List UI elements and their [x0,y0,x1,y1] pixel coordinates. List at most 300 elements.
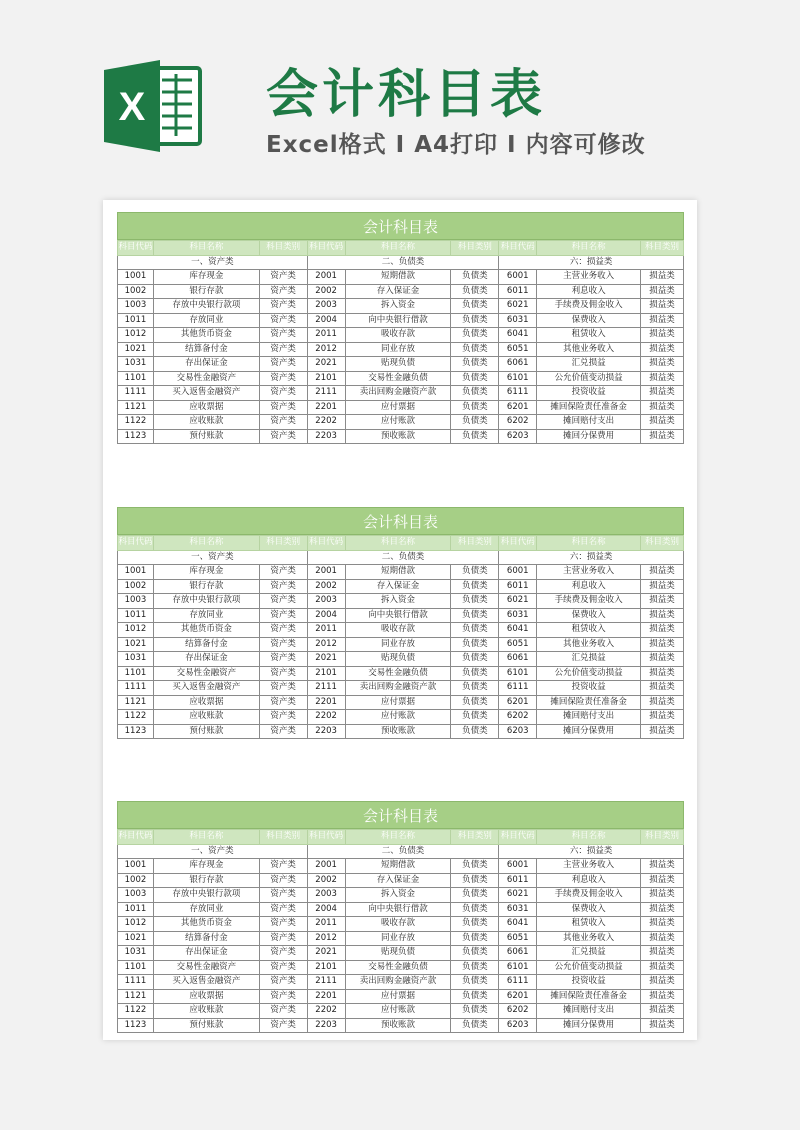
table-cell[interactable]: 资产类 [259,975,307,990]
table-cell[interactable]: 同业存放 [345,637,451,652]
table-cell[interactable]: 预收账款 [345,429,451,444]
table-cell[interactable]: 损益类 [641,608,684,623]
table-cell[interactable]: 资产类 [259,284,307,299]
table-cell[interactable]: 拆入资金 [345,594,451,609]
table-cell[interactable]: 摊回分保费用 [537,724,641,739]
table-cell[interactable]: 2201 [307,400,345,415]
table-cell[interactable]: 损益类 [641,859,684,874]
table-cell[interactable]: 存出保证金 [153,357,259,372]
table-cell[interactable]: 负债类 [451,637,499,652]
table-cell[interactable]: 摊回分保费用 [537,429,641,444]
table-cell[interactable]: 2012 [307,342,345,357]
table-cell[interactable]: 6201 [499,400,537,415]
table-cell[interactable]: 负债类 [451,386,499,401]
table-cell[interactable]: 损益类 [641,284,684,299]
table-cell[interactable]: 损益类 [641,1004,684,1019]
table-cell[interactable]: 手续费及佣金收入 [537,299,641,314]
table-cell[interactable]: 资产类 [259,608,307,623]
table-cell[interactable]: 2011 [307,917,345,932]
table-cell[interactable]: 损益类 [641,342,684,357]
table-cell[interactable]: 1122 [118,710,154,725]
table-cell[interactable]: 向中央银行借款 [345,313,451,328]
table-cell[interactable]: 存入保证金 [345,579,451,594]
table-cell[interactable]: 预收账款 [345,1018,451,1033]
table-cell[interactable]: 应收票据 [153,989,259,1004]
table-cell[interactable]: 6101 [499,371,537,386]
table-cell[interactable]: 贴现负债 [345,357,451,372]
table-cell[interactable]: 资产类 [259,299,307,314]
table-cell[interactable]: 负债类 [451,1004,499,1019]
table-cell[interactable]: 资产类 [259,594,307,609]
table-cell[interactable]: 资产类 [259,931,307,946]
table-cell[interactable]: 负债类 [451,429,499,444]
table-cell[interactable]: 资产类 [259,313,307,328]
table-cell[interactable]: 主营业务收入 [537,565,641,580]
table-cell[interactable]: 公允价值变动损益 [537,666,641,681]
table-cell[interactable]: 6001 [499,859,537,874]
table-cell[interactable]: 负债类 [451,1018,499,1033]
table-cell[interactable]: 6011 [499,579,537,594]
table-cell[interactable]: 资产类 [259,652,307,667]
table-cell[interactable]: 资产类 [259,429,307,444]
table-cell[interactable]: 利息收入 [537,284,641,299]
table-cell[interactable]: 6202 [499,415,537,430]
table-cell[interactable]: 损益类 [641,400,684,415]
table-cell[interactable]: 同业存放 [345,342,451,357]
table-cell[interactable]: 负债类 [451,415,499,430]
table-cell[interactable]: 2021 [307,652,345,667]
table-cell[interactable]: 损益类 [641,313,684,328]
table-cell[interactable]: 资产类 [259,873,307,888]
table-cell[interactable]: 资产类 [259,917,307,932]
table-cell[interactable]: 银行存款 [153,873,259,888]
table-cell[interactable]: 存放同业 [153,902,259,917]
table-cell[interactable]: 损益类 [641,579,684,594]
table-cell[interactable]: 交易性金融负债 [345,666,451,681]
table-cell[interactable]: 资产类 [259,859,307,874]
table-cell[interactable]: 资产类 [259,666,307,681]
table-cell[interactable]: 租赁收入 [537,917,641,932]
table-cell[interactable]: 短期借款 [345,859,451,874]
table-cell[interactable]: 1121 [118,989,154,1004]
table-cell[interactable]: 短期借款 [345,270,451,285]
table-cell[interactable]: 负债类 [451,371,499,386]
table-cell[interactable]: 交易性金融资产 [153,666,259,681]
table-cell[interactable]: 2004 [307,608,345,623]
table-cell[interactable]: 应收票据 [153,400,259,415]
table-cell[interactable]: 损益类 [641,724,684,739]
table-cell[interactable]: 损益类 [641,623,684,638]
table-cell[interactable]: 应付账款 [345,1004,451,1019]
table-cell[interactable]: 资产类 [259,695,307,710]
table-cell[interactable]: 负债类 [451,594,499,609]
table-cell[interactable]: 损益类 [641,637,684,652]
table-cell[interactable]: 存放中央银行款项 [153,299,259,314]
table-cell[interactable]: 负债类 [451,357,499,372]
table-cell[interactable]: 6011 [499,284,537,299]
table-cell[interactable]: 银行存款 [153,284,259,299]
table-cell[interactable]: 1123 [118,724,154,739]
table-cell[interactable]: 损益类 [641,695,684,710]
table-cell[interactable]: 存放中央银行款项 [153,594,259,609]
table-cell[interactable]: 资产类 [259,724,307,739]
table-cell[interactable]: 汇兑损益 [537,357,641,372]
table-cell[interactable]: 资产类 [259,579,307,594]
table-cell[interactable]: 资产类 [259,1004,307,1019]
table-cell[interactable]: 损益类 [641,666,684,681]
table-cell[interactable]: 损益类 [641,917,684,932]
table-cell[interactable]: 库存现金 [153,565,259,580]
table-cell[interactable]: 6051 [499,931,537,946]
table-cell[interactable]: 摊回赔付支出 [537,710,641,725]
table-cell[interactable]: 应收账款 [153,1004,259,1019]
table-cell[interactable]: 结算备付金 [153,637,259,652]
table-cell[interactable]: 6001 [499,270,537,285]
table-cell[interactable]: 6101 [499,960,537,975]
table-cell[interactable]: 6031 [499,902,537,917]
table-cell[interactable]: 负债类 [451,565,499,580]
table-cell[interactable]: 负债类 [451,313,499,328]
table-cell[interactable]: 负债类 [451,946,499,961]
table-cell[interactable]: 吸收存款 [345,623,451,638]
table-cell[interactable]: 6041 [499,623,537,638]
table-cell[interactable]: 2203 [307,429,345,444]
table-cell[interactable]: 2002 [307,873,345,888]
table-cell[interactable]: 资产类 [259,565,307,580]
table-cell[interactable]: 存出保证金 [153,652,259,667]
table-cell[interactable]: 6061 [499,652,537,667]
table-cell[interactable]: 损益类 [641,946,684,961]
table-cell[interactable]: 资产类 [259,946,307,961]
table-cell[interactable]: 负债类 [451,710,499,725]
table-cell[interactable]: 6001 [499,565,537,580]
table-cell[interactable]: 向中央银行借款 [345,902,451,917]
table-cell[interactable]: 资产类 [259,342,307,357]
table-cell[interactable]: 资产类 [259,989,307,1004]
table-cell[interactable]: 资产类 [259,960,307,975]
table-cell[interactable]: 摊回赔付支出 [537,1004,641,1019]
table-cell[interactable]: 1002 [118,579,154,594]
table-cell[interactable]: 负债类 [451,859,499,874]
table-cell[interactable]: 负债类 [451,681,499,696]
table-cell[interactable]: 应付账款 [345,710,451,725]
table-cell[interactable]: 公允价值变动损益 [537,960,641,975]
table-cell[interactable]: 保费收入 [537,608,641,623]
table-cell[interactable]: 资产类 [259,637,307,652]
table-cell[interactable]: 吸收存款 [345,328,451,343]
table-cell[interactable]: 损益类 [641,429,684,444]
table-cell[interactable]: 投资收益 [537,975,641,990]
table-cell[interactable]: 主营业务收入 [537,270,641,285]
table-cell[interactable]: 应付账款 [345,415,451,430]
table-cell[interactable]: 损益类 [641,902,684,917]
table-cell[interactable]: 2202 [307,710,345,725]
table-cell[interactable]: 摊回保险责任准备金 [537,989,641,1004]
table-cell[interactable]: 1121 [118,400,154,415]
table-cell[interactable]: 资产类 [259,888,307,903]
table-cell[interactable]: 预收账款 [345,724,451,739]
table-cell[interactable]: 2012 [307,931,345,946]
table-cell[interactable]: 库存现金 [153,859,259,874]
table-cell[interactable]: 损益类 [641,681,684,696]
table-cell[interactable]: 资产类 [259,371,307,386]
table-cell[interactable]: 2111 [307,681,345,696]
table-cell[interactable]: 2003 [307,888,345,903]
table-cell[interactable]: 1122 [118,415,154,430]
table-cell[interactable]: 摊回分保费用 [537,1018,641,1033]
table-cell[interactable]: 租赁收入 [537,623,641,638]
table-cell[interactable]: 2012 [307,637,345,652]
table-cell[interactable]: 负债类 [451,666,499,681]
table-cell[interactable]: 1122 [118,1004,154,1019]
table-cell[interactable]: 损益类 [641,960,684,975]
table-cell[interactable]: 6201 [499,695,537,710]
table-cell[interactable]: 其他货币资金 [153,623,259,638]
table-cell[interactable]: 1012 [118,328,154,343]
table-cell[interactable]: 2004 [307,902,345,917]
table-cell[interactable]: 保费收入 [537,902,641,917]
table-cell[interactable]: 负债类 [451,989,499,1004]
table-cell[interactable]: 资产类 [259,357,307,372]
table-cell[interactable]: 资产类 [259,415,307,430]
table-cell[interactable]: 负债类 [451,873,499,888]
table-cell[interactable]: 2021 [307,946,345,961]
table-cell[interactable]: 同业存放 [345,931,451,946]
table-cell[interactable]: 交易性金融资产 [153,960,259,975]
table-cell[interactable]: 6021 [499,299,537,314]
table-cell[interactable]: 资产类 [259,386,307,401]
table-cell[interactable]: 负债类 [451,695,499,710]
table-cell[interactable]: 资产类 [259,902,307,917]
table-cell[interactable]: 负债类 [451,960,499,975]
table-cell[interactable]: 2202 [307,415,345,430]
table-cell[interactable]: 交易性金融负债 [345,960,451,975]
table-cell[interactable]: 负债类 [451,975,499,990]
table-cell[interactable]: 资产类 [259,623,307,638]
table-cell[interactable]: 摊回保险责任准备金 [537,695,641,710]
table-cell[interactable]: 负债类 [451,623,499,638]
table-cell[interactable]: 6041 [499,917,537,932]
table-cell[interactable]: 负债类 [451,931,499,946]
table-cell[interactable]: 1002 [118,284,154,299]
table-cell[interactable]: 2002 [307,579,345,594]
table-cell[interactable]: 其他业务收入 [537,342,641,357]
table-cell[interactable]: 负债类 [451,902,499,917]
table-cell[interactable]: 负债类 [451,270,499,285]
table-cell[interactable]: 6111 [499,386,537,401]
table-cell[interactable]: 卖出回购金融资产款 [345,681,451,696]
table-cell[interactable]: 1123 [118,429,154,444]
table-cell[interactable]: 负债类 [451,608,499,623]
table-cell[interactable]: 结算备付金 [153,931,259,946]
table-cell[interactable]: 2001 [307,859,345,874]
table-cell[interactable]: 2201 [307,989,345,1004]
table-cell[interactable]: 卖出回购金融资产款 [345,386,451,401]
table-cell[interactable]: 6203 [499,429,537,444]
table-cell[interactable]: 1101 [118,371,154,386]
table-cell[interactable]: 资产类 [259,681,307,696]
table-cell[interactable]: 负债类 [451,400,499,415]
table-cell[interactable]: 2021 [307,357,345,372]
table-cell[interactable]: 吸收存款 [345,917,451,932]
table-cell[interactable]: 损益类 [641,415,684,430]
table-cell[interactable]: 2203 [307,724,345,739]
table-cell[interactable]: 摊回赔付支出 [537,415,641,430]
table-cell[interactable]: 6203 [499,1018,537,1033]
table-cell[interactable]: 6101 [499,666,537,681]
table-cell[interactable]: 1003 [118,888,154,903]
table-cell[interactable]: 2011 [307,328,345,343]
table-cell[interactable]: 2011 [307,623,345,638]
table-cell[interactable]: 6031 [499,608,537,623]
table-cell[interactable]: 损益类 [641,386,684,401]
table-cell[interactable]: 6111 [499,681,537,696]
table-cell[interactable]: 2004 [307,313,345,328]
table-cell[interactable]: 汇兑损益 [537,652,641,667]
table-cell[interactable]: 贴现负债 [345,946,451,961]
table-cell[interactable]: 1101 [118,960,154,975]
table-cell[interactable]: 2003 [307,594,345,609]
table-cell[interactable]: 1111 [118,975,154,990]
table-cell[interactable]: 利息收入 [537,873,641,888]
table-cell[interactable]: 2101 [307,371,345,386]
table-cell[interactable]: 短期借款 [345,565,451,580]
table-cell[interactable]: 负债类 [451,284,499,299]
table-cell[interactable]: 2001 [307,565,345,580]
table-cell[interactable]: 拆入资金 [345,299,451,314]
table-cell[interactable]: 2111 [307,975,345,990]
table-cell[interactable]: 1123 [118,1018,154,1033]
table-cell[interactable]: 1001 [118,859,154,874]
table-cell[interactable]: 1003 [118,594,154,609]
table-cell[interactable]: 损益类 [641,357,684,372]
table-cell[interactable]: 损益类 [641,565,684,580]
table-cell[interactable]: 手续费及佣金收入 [537,888,641,903]
table-cell[interactable]: 1111 [118,386,154,401]
table-cell[interactable]: 主营业务收入 [537,859,641,874]
table-cell[interactable]: 1031 [118,357,154,372]
table-cell[interactable]: 损益类 [641,975,684,990]
table-cell[interactable]: 1001 [118,565,154,580]
table-cell[interactable]: 1011 [118,902,154,917]
table-cell[interactable]: 负债类 [451,579,499,594]
table-cell[interactable]: 6111 [499,975,537,990]
table-cell[interactable]: 损益类 [641,710,684,725]
table-cell[interactable]: 6021 [499,594,537,609]
table-cell[interactable]: 6021 [499,888,537,903]
table-cell[interactable]: 损益类 [641,931,684,946]
table-cell[interactable]: 资产类 [259,270,307,285]
table-cell[interactable]: 6202 [499,710,537,725]
table-cell[interactable]: 1021 [118,931,154,946]
table-cell[interactable]: 1021 [118,342,154,357]
table-cell[interactable]: 1012 [118,623,154,638]
table-cell[interactable]: 存放中央银行款项 [153,888,259,903]
table-cell[interactable]: 应收账款 [153,415,259,430]
table-cell[interactable]: 1012 [118,917,154,932]
table-cell[interactable]: 6201 [499,989,537,1004]
table-cell[interactable]: 1002 [118,873,154,888]
table-cell[interactable]: 资产类 [259,328,307,343]
table-cell[interactable]: 损益类 [641,328,684,343]
table-cell[interactable]: 1101 [118,666,154,681]
table-cell[interactable]: 2101 [307,666,345,681]
table-cell[interactable]: 6051 [499,342,537,357]
table-cell[interactable]: 交易性金融负债 [345,371,451,386]
table-cell[interactable]: 预付账款 [153,429,259,444]
table-cell[interactable]: 其他业务收入 [537,637,641,652]
table-cell[interactable]: 汇兑损益 [537,946,641,961]
table-cell[interactable]: 损益类 [641,873,684,888]
table-cell[interactable]: 损益类 [641,989,684,1004]
table-cell[interactable]: 应付票据 [345,695,451,710]
table-cell[interactable]: 向中央银行借款 [345,608,451,623]
table-cell[interactable]: 2002 [307,284,345,299]
table-cell[interactable]: 2202 [307,1004,345,1019]
table-cell[interactable]: 投资收益 [537,386,641,401]
table-cell[interactable]: 6061 [499,946,537,961]
table-cell[interactable]: 卖出回购金融资产款 [345,975,451,990]
table-cell[interactable]: 贴现负债 [345,652,451,667]
table-cell[interactable]: 6051 [499,637,537,652]
table-cell[interactable]: 6031 [499,313,537,328]
table-cell[interactable]: 损益类 [641,299,684,314]
table-cell[interactable]: 6203 [499,724,537,739]
table-cell[interactable]: 手续费及佣金收入 [537,594,641,609]
table-cell[interactable]: 1031 [118,652,154,667]
table-cell[interactable]: 1121 [118,695,154,710]
table-cell[interactable]: 1003 [118,299,154,314]
table-cell[interactable]: 2111 [307,386,345,401]
table-cell[interactable]: 损益类 [641,652,684,667]
table-cell[interactable]: 1111 [118,681,154,696]
table-cell[interactable]: 6041 [499,328,537,343]
table-cell[interactable]: 拆入资金 [345,888,451,903]
table-cell[interactable]: 损益类 [641,270,684,285]
table-cell[interactable]: 2201 [307,695,345,710]
table-cell[interactable]: 损益类 [641,1018,684,1033]
table-cell[interactable]: 2001 [307,270,345,285]
table-cell[interactable]: 租赁收入 [537,328,641,343]
table-cell[interactable]: 2203 [307,1018,345,1033]
table-cell[interactable]: 应收账款 [153,710,259,725]
table-cell[interactable]: 应收票据 [153,695,259,710]
table-cell[interactable]: 买入返售金融资产 [153,975,259,990]
table-cell[interactable]: 负债类 [451,917,499,932]
table-cell[interactable]: 存放同业 [153,608,259,623]
table-cell[interactable]: 负债类 [451,652,499,667]
table-cell[interactable]: 存放同业 [153,313,259,328]
table-cell[interactable]: 其他业务收入 [537,931,641,946]
table-cell[interactable]: 投资收益 [537,681,641,696]
table-cell[interactable]: 应付票据 [345,400,451,415]
table-cell[interactable]: 预付账款 [153,1018,259,1033]
table-cell[interactable]: 负债类 [451,342,499,357]
table-cell[interactable]: 资产类 [259,400,307,415]
table-cell[interactable]: 负债类 [451,328,499,343]
table-cell[interactable]: 1001 [118,270,154,285]
table-cell[interactable]: 6202 [499,1004,537,1019]
table-cell[interactable]: 损益类 [641,594,684,609]
table-cell[interactable]: 保费收入 [537,313,641,328]
table-cell[interactable]: 应付票据 [345,989,451,1004]
table-cell[interactable]: 存入保证金 [345,284,451,299]
table-cell[interactable]: 银行存款 [153,579,259,594]
table-cell[interactable]: 结算备付金 [153,342,259,357]
table-cell[interactable]: 买入返售金融资产 [153,681,259,696]
table-cell[interactable]: 其他货币资金 [153,917,259,932]
table-cell[interactable]: 存出保证金 [153,946,259,961]
